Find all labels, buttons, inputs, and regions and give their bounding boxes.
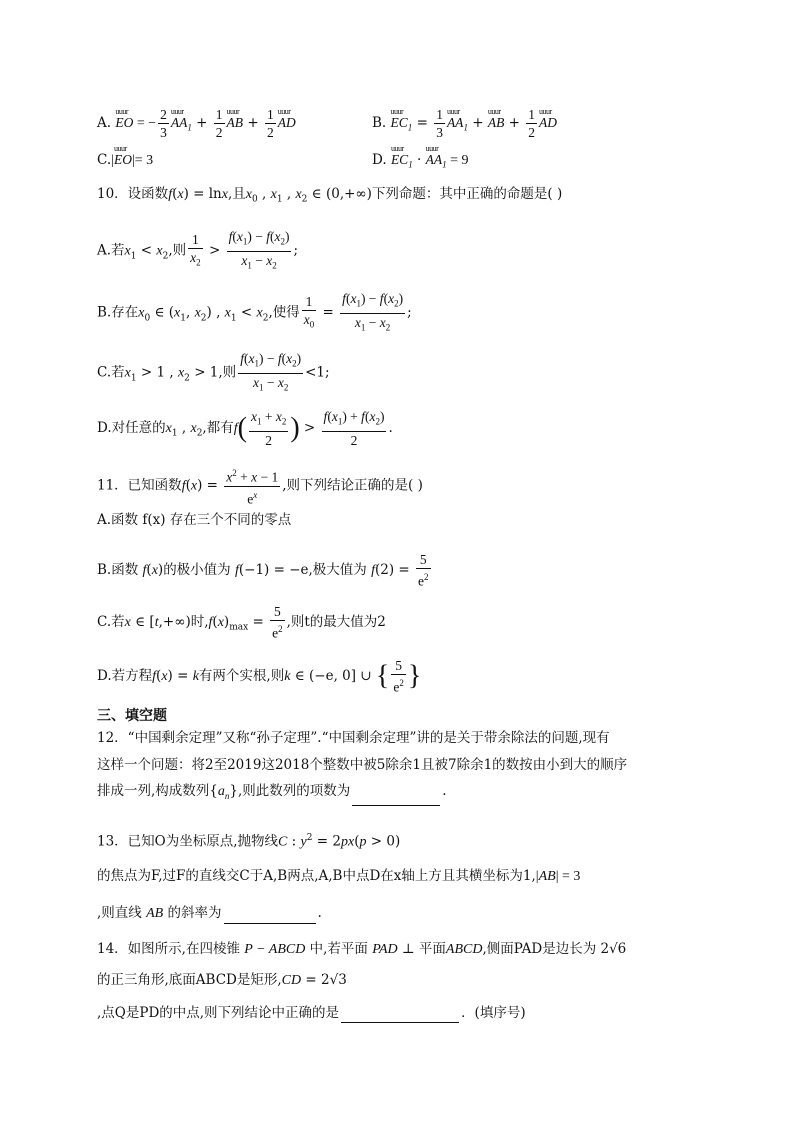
- q11-option-b: B.函数 f(x)的极小值为 f(−1) = −e,极大值为 f(2) = $\frac{5}{e^2}$: [97, 552, 429, 589]
- vector-eo: uuur EO: [115, 113, 133, 133]
- q11-option-d: D.若方程f(x) = k有两个实根,则k ∈ (−e, 0] ∪ { $\frac{5}{e^2}$ }: [97, 658, 422, 695]
- q10-option-a: A.若$x_1 < x_2$,则 $\frac{1}{x_2}$ > $\frac{f(x_1) - f(x_2)}{x_1 - x_2}$ ;: [97, 229, 299, 271]
- q14-line3: ,点Q是PD的中点,则下列结论中正确的是 ．(填序号): [97, 1005, 526, 1021]
- fraction: $\frac{2}{3}$: [160, 107, 167, 140]
- q13-line1: 13．已知O为坐标原点,抛物线C : $y^2 = 2px(p > 0)$: [97, 833, 401, 850]
- option-label: A.: [97, 115, 112, 131]
- q9-option-c: C.|uuur EO|= 3: [97, 150, 153, 171]
- option-label: C.: [97, 152, 112, 168]
- q10-option-c: C.若$x_1 > 1$ , $x_2 > 1$,则 $\frac{f(x_1) - f(x_2)}{x_1 - x_2}$ <1;: [97, 351, 330, 393]
- option-label: D.: [372, 152, 387, 168]
- q10-option-d: D.对任意的$x_1$ , $x_2$,都有f( $\frac{x_1 + x_2}{2}$ ) > $\frac{f(x_1) + f(x_2)}{2}$ .: [97, 409, 393, 448]
- q10-stem: 10．设函数f(x) = lnx,且$x_0$ , $x_1$ , $x_2$ ∈ (0,+∞)下列命题：其中正确的命题是( ): [97, 186, 563, 205]
- answer-blank[interactable]: [224, 907, 316, 924]
- q11-option-a: A.函数 f(x) 存在三个不同的零点: [97, 512, 292, 528]
- answer-blank[interactable]: [352, 789, 440, 806]
- q13-line2: 的焦点为F,过F的直线交C于A,B两点,A,B中点D在x轴上方且其横坐标为1,|AB| = 3: [97, 868, 581, 884]
- q9-option-a: A. uuur EO = − $\frac{2}{3}$ uuur $AA_1$ + $\frac{1}{2}$ uuur AB + $\frac{1}{2}$ uuur AD: [97, 106, 296, 141]
- q12-line1: 12．“中国剩余定理”又称“孙子定理”.“中国剩余定理”讲的是关于带余除法的问题,现有: [97, 730, 610, 746]
- section-title: 三、填空题: [97, 708, 167, 724]
- option-label: B.: [372, 115, 387, 131]
- q13-line3: ,则直线 AB 的斜率为 .: [97, 903, 322, 924]
- q12-line2: 这样一个问题：将2至2019这2018个整数中被5除余1且被7除余1的数按由小到大的顺序: [97, 757, 628, 773]
- q10-option-b: B.存在$x_0$ ∈ ($x_1$, $x_2$) , $x_1 < x_2$,使得 $\frac{1}{x_0}$ = $\frac{f(x_1) - f(x_2)}{x_1 - x_2}$ ;: [97, 291, 412, 333]
- q9-option-d: D. uuur $EC_1$ · uuur $AA_1 = 9$: [372, 150, 468, 175]
- q9-option-b: B. uuur $EC_1$ = $\frac{1}{3}$ uuur $AA_1$ + uuur AB + $\frac{1}{2}$ uuur AD: [372, 106, 557, 141]
- q11-option-c: C.若x ∈ [t,+∞)时$,f(x)_{max}$ = $\frac{5}{e^2}$ ,则t的最大值为2: [97, 604, 386, 641]
- q14-line2: 的正三角形,底面ABCD是矩形,CD = 2√3: [97, 972, 347, 988]
- q11-stem: 11．已知函数f(x) = $\frac{x^2 + x - 1}{e^x}$ ,则下列结论正确的是( ): [97, 465, 423, 507]
- q12-line3: 排成一列,构成数列$\{a_n\}$,则此数列的项数为 .: [97, 781, 447, 806]
- q14-line1: 14．如图所示,在四棱锥 P − ABCD 中,若平面 PAD ⊥ 平面ABCD,侧面PAD是边长为 2√6: [97, 941, 627, 957]
- answer-blank[interactable]: [341, 1006, 459, 1023]
